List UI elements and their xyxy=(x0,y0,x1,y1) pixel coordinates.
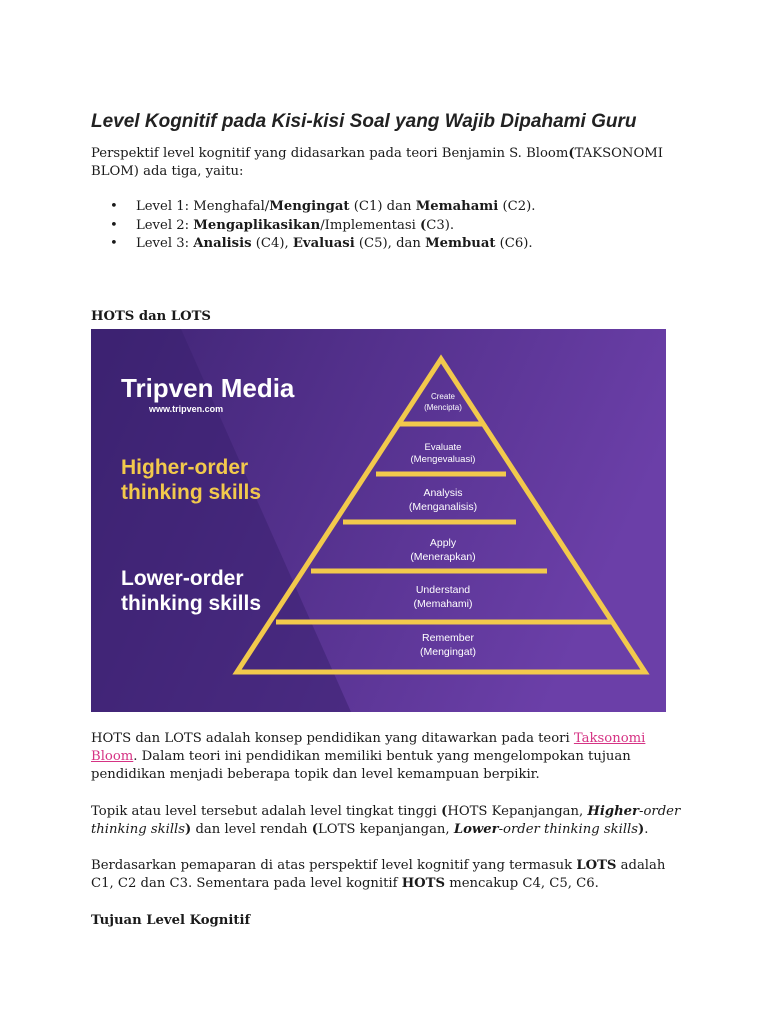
item-text: Level 2: xyxy=(136,217,194,233)
item-bold: Memahami xyxy=(415,199,499,214)
paragraph-text: . xyxy=(644,822,649,837)
paragraph-summary xyxy=(91,857,691,893)
bullet-icon: • xyxy=(110,236,118,251)
hots-label-line1: Higher-order xyxy=(121,456,249,479)
list-item xyxy=(91,198,535,217)
pyramid-graphic xyxy=(91,329,666,712)
level-evaluate-label: Evaluate xyxy=(424,442,462,453)
level-list xyxy=(91,198,535,254)
item-text: C3). xyxy=(426,217,455,233)
item-text: (C2). xyxy=(498,199,536,214)
item-text: Level 3: xyxy=(136,236,194,251)
level-analysis-label: Analysis xyxy=(423,487,463,499)
level-understand-sublabel: (Memahami) xyxy=(413,598,473,610)
paragraph-italic: -order thinking skills xyxy=(498,822,639,837)
paragraph-italic: -order thinking skills xyxy=(91,804,681,837)
item-text: (C6). xyxy=(495,236,533,251)
bullet-icon: • xyxy=(110,199,118,214)
paragraph-bold: ) xyxy=(638,822,645,837)
paragraph-bold: HOTS xyxy=(401,876,446,891)
intro-paren: ( xyxy=(568,146,575,161)
item-bold: Mengingat xyxy=(269,199,350,214)
level-analysis-sublabel: (Menganalisis) xyxy=(408,501,478,513)
intro-text-2: TAKSONOMI BLOM) ada tiga, yaitu: xyxy=(91,146,663,179)
level-apply-label: Apply xyxy=(429,537,457,549)
brand-url: www.tripven.com xyxy=(149,404,224,414)
level-evaluate-sublabel: (Mengevaluasi) xyxy=(410,454,476,465)
taksonomi-bloom-link[interactable]: Taksonomi Bloom xyxy=(91,731,646,764)
item-text: (C5), dan xyxy=(354,236,426,251)
hots-label-line2: thinking skills xyxy=(121,481,262,504)
list-item xyxy=(91,217,535,236)
item-bold: ( xyxy=(420,217,427,233)
level-remember-label: Remember xyxy=(422,632,474,644)
intro-text: Perspektif level kognitif yang didasarkan pada teori Benjamin S. Bloom xyxy=(91,146,569,161)
paragraph-bold: ( xyxy=(441,804,448,819)
paragraph-hots-lots xyxy=(91,730,691,784)
brand-name: Tripven Media xyxy=(121,373,295,403)
level-understand-label: Understand xyxy=(415,584,471,596)
paragraph-text: HOTS dan LOTS adalah konsep pendidikan yang ditawarkan pada teori xyxy=(91,731,574,746)
paragraph-bold: ) xyxy=(185,822,192,837)
paragraph-text: HOTS Kepanjangan, xyxy=(447,804,588,819)
item-bold: Membuat xyxy=(425,236,496,251)
list-item xyxy=(91,235,535,254)
level-remember-sublabel: (Mengingat) xyxy=(419,646,477,658)
paragraph-text: adalah C1, C2 dan C3. Sementara pada level kognitif xyxy=(91,858,666,891)
paragraph-text: dan level rendah xyxy=(191,822,312,837)
paragraph-text: Topik atau level tersebut adalah level tingkat tinggi xyxy=(91,804,442,819)
item-text: Level 1: Menghafal/ xyxy=(136,199,270,214)
level-create-label: Create xyxy=(430,392,456,401)
item-text: /Implementasi xyxy=(320,217,420,233)
document-title: Level Kognitif pada Kisi-kisi Soal yang Wajib Dipahami Guru xyxy=(91,111,637,132)
lots-label-line1: Lower-order xyxy=(121,567,244,590)
paragraph-bold: ( xyxy=(311,822,318,837)
paragraph-bold: LOTS xyxy=(576,858,617,873)
intro-paragraph xyxy=(91,145,691,181)
paragraph-text: . Dalam teori ini pendidikan memiliki bentuk yang mengelompokan tujuan pendidikan menjadi beberapa topik dan level kemampuan berpikir. xyxy=(91,749,631,782)
paragraph-levels xyxy=(91,803,691,839)
item-text: (C4), xyxy=(251,236,293,251)
item-bold: Mengaplikasikan xyxy=(193,217,321,233)
item-text: (C1) dan xyxy=(349,199,416,214)
paragraph-text: LOTS kepanjangan, xyxy=(318,822,454,837)
paragraph-text: mencakup C4, C5, C6. xyxy=(445,876,599,891)
paragraph-text: Berdasarkan pemaparan di atas perspektif level kognitif yang termasuk xyxy=(91,858,577,873)
section-heading-tujuan: Tujuan Level Kognitif xyxy=(91,913,251,928)
bloom-taxonomy-image xyxy=(91,329,666,712)
item-bold: Evaluasi xyxy=(292,236,355,251)
level-apply-sublabel: (Menerapkan) xyxy=(410,551,476,563)
level-create-sublabel: (Mencipta) xyxy=(424,403,462,412)
paragraph-bold-italic: Lower xyxy=(453,822,499,837)
item-bold: Analisis xyxy=(193,236,252,251)
section-heading-hots-lots: HOTS dan LOTS xyxy=(91,309,211,324)
paragraph-bold-italic: Higher xyxy=(587,804,640,819)
bullet-icon: • xyxy=(110,217,118,233)
lots-label-line2: thinking skills xyxy=(121,592,262,615)
